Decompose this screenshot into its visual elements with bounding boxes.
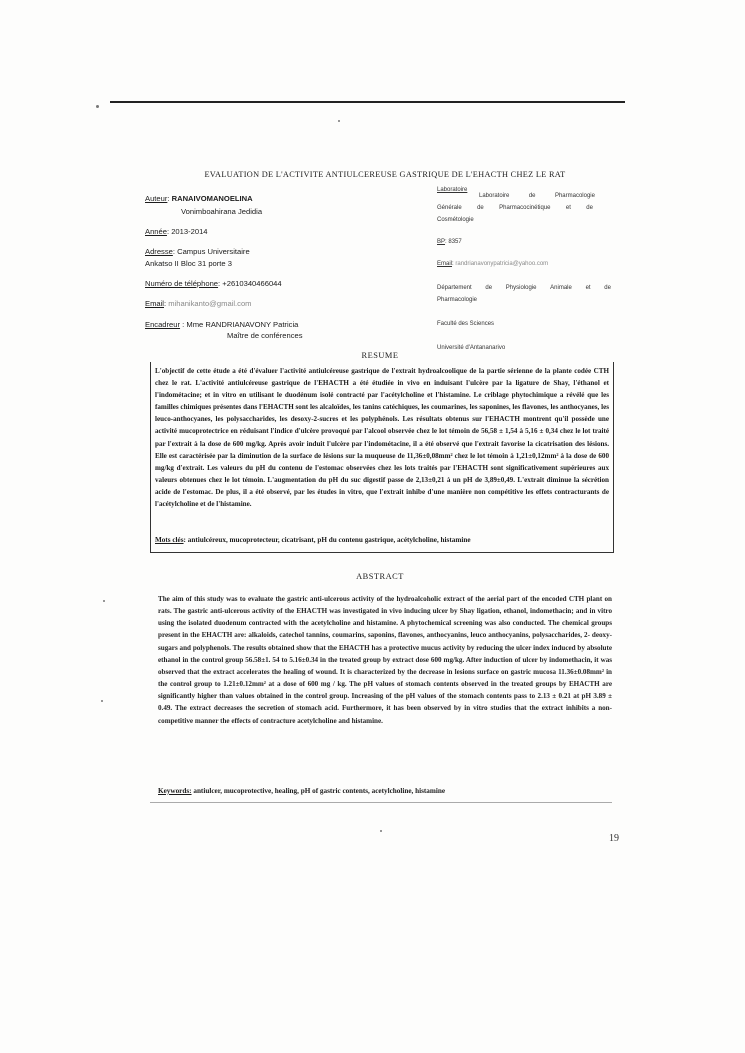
dept-word: Animale: [550, 285, 572, 291]
bp-line: BP: 8357: [437, 239, 462, 245]
header-rule: [110, 101, 625, 103]
lab-word: et: [565, 205, 571, 211]
affiliation-info: [437, 184, 611, 364]
abstract-text: The aim of this study was to evaluate the gastric anti-ulcerous activity of the hydroalcoholic extract of the aerial part of the encoded CTH plant on rats. The gastric anti-ulcerous activity of the EHACTH was investigated in vivo inducing ulcer by Shay ligation, ethanol, indomethacin; and in vitro using the isolated duodenum contracted with the acetylcholine and histamine. A phytochemical screening was also conducted. The chemical groups present in the EHACTH are: alkaloids, catechol tannins, coumarins, saponins, flavones, anthocyanins, leuco anthocyanins, polysaccharides, 2- deoxy- sugars and polyphenols. The results obtained show that the EHACTH has a protective mucus activity by reducing the ulcer index induced by absolute ethanol in the control group 56.58±1. 54 to 5.16±0.34 in the treated group by extract dose 600 mg/kg. After induction of ulcer by indomethacin, it was observed that the extract accelerates the healing of wound. It is characterized by the decrease in lesions surface on gastric mucosa 11.36±0.08mm² in the control group to 1.21±0.12mm² at a dose of 600 mg / kg. The pH values of stomach contents observed in the treated groups by EHACTH are significantly higher than values obtained in the control group. Increasing of the pH values of the stomach contents pass to 2.13 ± 0.21 at pH 3.89 ± 0.49. The extract decreases the secretion of stomach acid. Furthermore, it has been observed by in vitro studies that the extract inhibits a non- competitive manner the effects of contracture acetylcholine and histamine.: [158, 595, 612, 725]
abstract-keywords: [158, 787, 612, 795]
year-value: 2013-2014: [171, 227, 208, 236]
address-line: Adresse: Campus Universitaire: [145, 247, 250, 256]
lab-line-2: [437, 202, 593, 214]
page-number: 19: [609, 833, 619, 844]
supervisor-line: Encadreur : Mme RANDRIANAVONY Patricia: [145, 320, 299, 329]
resume-heading: RESUME: [361, 351, 399, 360]
email-value[interactable]: mihanikanto@gmail.com: [168, 299, 252, 308]
lab-label-line: [437, 184, 467, 196]
keywords-value: antiulcer, mucoprotective, healing, pH of gastric contents, acetylcholine, histamine: [193, 787, 446, 795]
lab-line-3: Cosmétologie: [437, 217, 474, 223]
bp-value: 8357: [448, 239, 462, 245]
year-label: Année: [145, 227, 167, 236]
lab-word: Laboratoire: [479, 193, 510, 199]
scan-speck: [338, 120, 340, 122]
faculty: Faculté des Sciences: [437, 321, 495, 327]
mots-cles-value: antiulcéreux, mucoprotecteur, cicatrisant, pH du contenu gastrique, acétylcholine, histamine: [187, 536, 471, 544]
phone-line: Numéro de téléphone: +2610340466044: [145, 279, 282, 288]
address-label: Adresse: [145, 247, 173, 256]
mots-cles-label: Mots clés: [155, 536, 184, 544]
email-right-line: Email: randrianavonypatricia@yahoo.com: [437, 261, 549, 267]
lab-word: de: [477, 205, 484, 211]
dept-word: de: [485, 285, 493, 291]
department-line-2: Pharmacologie: [437, 297, 478, 303]
phone-value: +2610340466044: [222, 279, 282, 288]
supervisor-label: Encadreur: [145, 320, 181, 329]
address-line-1: Campus Universitaire: [177, 247, 250, 256]
bp-label: BP: [437, 239, 446, 245]
email-line: Email: mihanikanto@gmail.com: [145, 299, 252, 308]
author-label: Auteur: [145, 194, 168, 203]
scan-speck: [101, 700, 103, 702]
lab-word: Pharmacocinétique: [499, 205, 551, 211]
lab-label: Laboratoire: [437, 187, 468, 193]
scan-speck: [380, 830, 382, 832]
department-line-1: [437, 282, 611, 294]
author-name-2: Vonimboahirana Jedidia: [181, 207, 263, 216]
lab-word: de: [586, 205, 593, 211]
email-right-label: Email: [437, 261, 453, 267]
dept-word: Physiologie: [505, 285, 537, 291]
dept-word: Département: [437, 285, 472, 291]
university: Université d'Antananarivo: [437, 345, 506, 351]
resume-keywords: Mots clés: antiulcéreux, mucoprotecteur, cicatrisant, pH du contenu gastrique, acétylcholine, histamine: [155, 536, 471, 544]
email-right-value[interactable]: randrianavonypatricia@yahoo.com: [455, 261, 549, 267]
lab-line-1: [479, 190, 595, 202]
document-title: EVALUATION DE L'ACTIVITE ANTIULCEREUSE GASTRIQUE DE L'EHACTH CHEZ LE RAT: [204, 170, 566, 179]
keywords-label: Keywords:: [158, 787, 192, 795]
scan-speck: [103, 600, 105, 602]
supervisor-role: Maître de conférences: [227, 331, 303, 340]
scan-speck: [96, 105, 99, 108]
author-line: Auteur: RANAIVOMANOELINA: [145, 194, 253, 203]
author-name: RANAIVOMANOELINA: [171, 194, 253, 203]
lab-word: de: [528, 193, 536, 199]
resume-text: L'objectif de cette étude a été d'évaluer l'activité antiulcéreuse gastrique de l'extrait hydroalcoolique de la partie sérienne de la plante codée CTH chez le rat. L'activité antiulcéreuse gastrique de l'EHACTH a été étudiée in vivo en induisant l'ulcère par la ligature de Shay, l'éthanol et l'indométacine; et in vitro en utilisant le duodénum isolé contracté par l'acétylcholine et l'histamine. Le criblage phytochimique a révélé que les familles chimiques présentes dans l'EHACTH sont les alcaloïdes, les tanins catéchiques, les coumarines, les saponines, les flavones, les anthocyanes, les leuco-anthocyanes, les polysaccharides, les desoxy-2-sucres et les polyphénols. Les résultats obtenus sur l'EHACTH montrent qu'il possède une activité mucoprotectrice en réduisant l'indice d'ulcère provoqué par l'alcool observée chez le lot témoin de 56,58 ± 1,54 à 5,16 ± 0,34 chez le lot traité par l'extrait à la dose de 600 mg/kg. Après avoir induit l'ulcère par l'indométacine, il a été observé que l'extrait favorise la cicatrisation des lésions. Elle est caractérisée par la diminution de la surface de lésions sur la muqueuse de 11,36±0,08mm² chez le lot témoin à 1,21±0,12mm² à la dose de 600 mg/kg d'extrait. Les valeurs du pH du contenu de l'estomac observées chez les lots traités par l'EHACTH sont significativement supérieures aux valeurs obtenues chez le lot témoin. L'augmentation du pH du suc digestif passe de 2,13±0,21 à un pH de 3,89±0,49. L'extrait diminue la sécrétion acide de l'estomac. De plus, il a été observé, par les études in vitro, que l'extrait inhibe d'une manière non compétitive les effets contracturants de l'acétylcholine et de l'histamine.: [155, 367, 609, 509]
email-label: Email: [145, 299, 164, 308]
supervisor-name: Mme RANDRIANAVONY Patricia: [186, 320, 299, 329]
lab-word: Générale: [437, 205, 462, 211]
dept-word: et: [585, 285, 591, 291]
abstract-heading: ABSTRACT: [356, 572, 404, 581]
address-line-2: Ankatso II Bloc 31 porte 3: [145, 259, 232, 268]
year-line: Année: 2013-2014: [145, 227, 208, 236]
lab-word: Pharmacologie: [554, 193, 595, 199]
dept-word: de: [604, 285, 611, 291]
footer-rule: [150, 802, 612, 803]
phone-label: Numéro de téléphone: [145, 279, 219, 288]
